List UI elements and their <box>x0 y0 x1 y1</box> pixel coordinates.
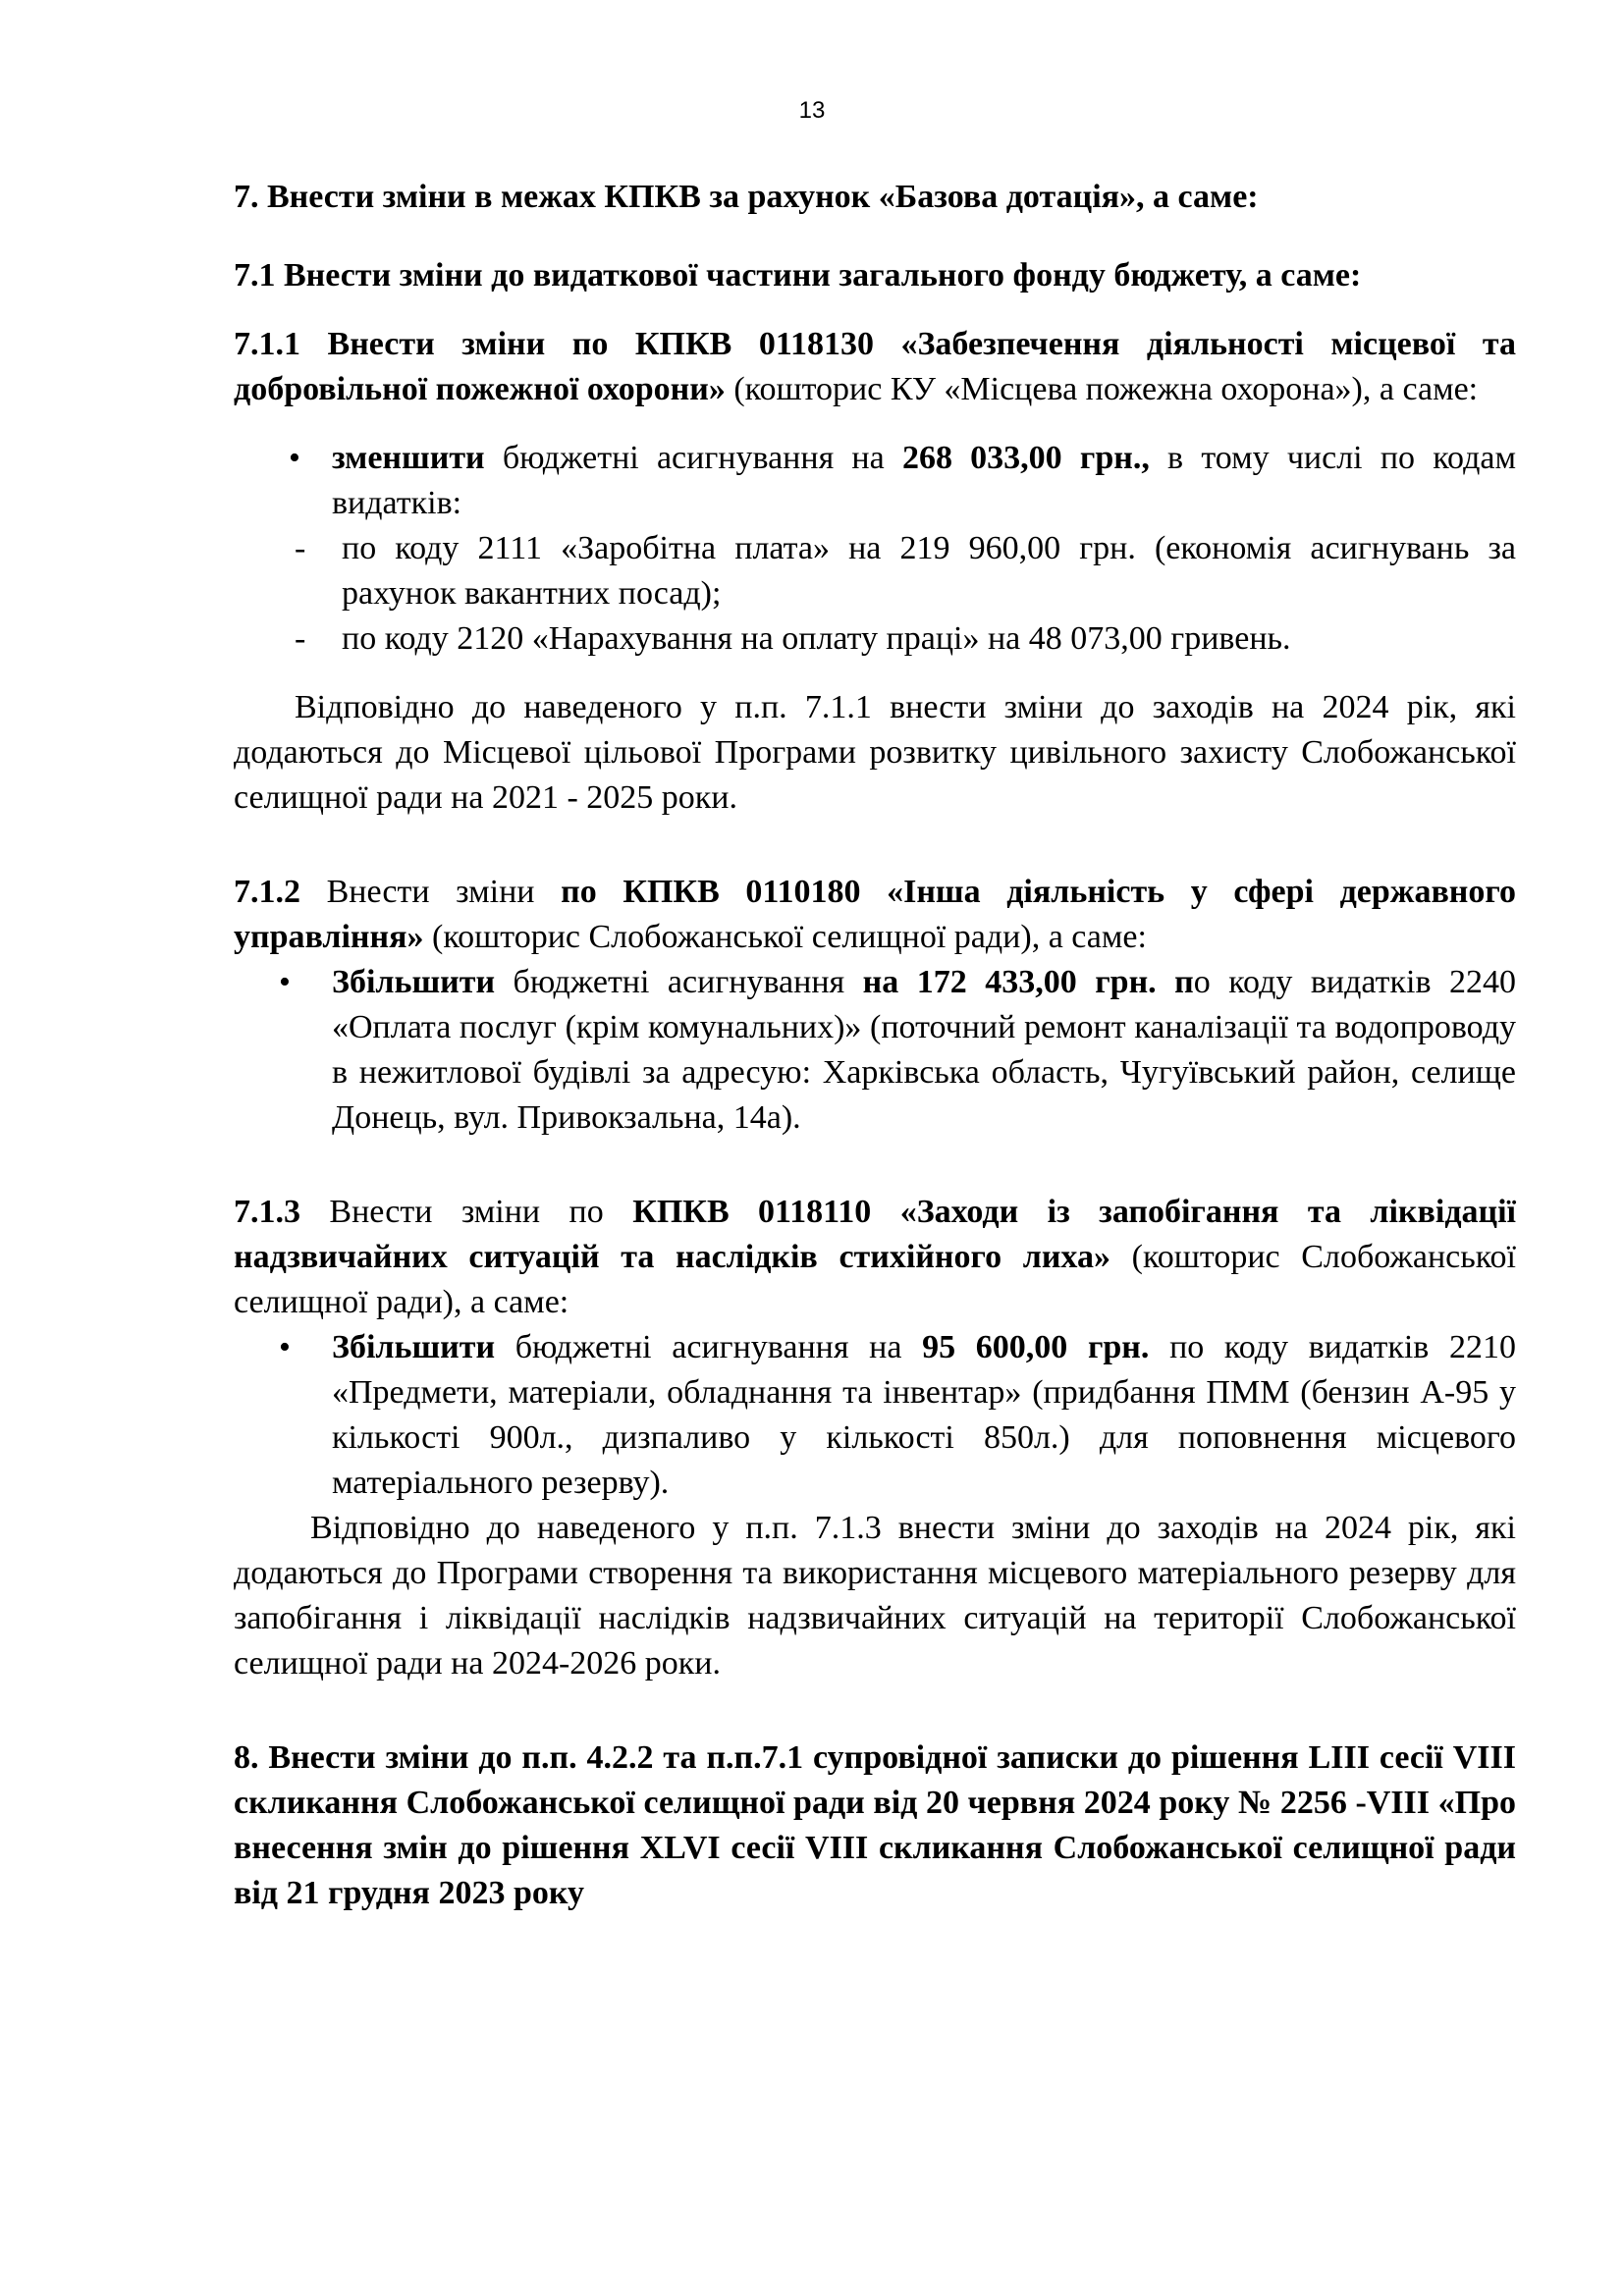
section-7-1-3-number: 7.1.3 <box>234 1194 300 1230</box>
bullet-dot-icon: • <box>279 964 291 1000</box>
section-8-heading-text: 8. Внести зміни до п.п. 4.2.2 та п.п.7.1 супровідної записки до рішення LIII сесії VIII скликання Слобожанської селищної ради від 20 червня 2024 року № 2256 -VIII «Про внесення змін до рішення XLVI сесії VIII скликання Слобожанської селищної ради від 21 грудня 2023 року <box>234 1739 1516 1911</box>
section-7-1-2-number: 7.1.2 <box>234 874 300 910</box>
page-number: 13 <box>798 97 826 124</box>
dash-marker-icon: - <box>295 620 306 657</box>
section-7-1-1-dash-1 <box>234 526 1516 616</box>
bullet-text-end: о коду видатків 2240 «Оплата послуг (крім комунальних)» (поточний ремонт каналізації та водопроводу в нежитлової будівлі за адресую: Харківська область, Чугуївський район, селище Донець, вул. Привокзальна, 14а). <box>332 964 1516 1136</box>
section-7-1-2-rest: (кошторис Слобожанської селищної ради), а саме: <box>423 919 1147 955</box>
section-7-1-3-bullet <box>234 1325 1516 1506</box>
section-7-1-2-lead: Внести зміни <box>300 874 562 910</box>
section-7-1-2-bullet <box>234 960 1516 1141</box>
dash-1-text: по коду 2111 «Заробітна плата» на 219 960,00 грн. (економія асигнувань за рахунок вакантних посад); <box>342 530 1516 612</box>
bullet-text: бюджетні асигнування на <box>484 440 902 476</box>
section-7-1-3-rest: (кошторис Слобожанської селищної ради), а саме: <box>234 1239 1517 1320</box>
section-7-1-3-note: Відповідно до наведеного у п.п. 7.1.3 внести зміни до заходів на 2024 рік, які додаються до Програми створення та використання місцевого матеріального резерву для запобігання і ліквідації наслідків надзвичайних ситуацій на території Слобожанської селищної ради на 2024-2026 роки. <box>234 1510 1516 1682</box>
section-7-1-3-lead: Внести зміни по <box>300 1194 633 1230</box>
bullet-keyword: Збільшити <box>332 1329 496 1365</box>
dash-marker-icon: - <box>295 530 306 566</box>
section-7-1-3-title: КПКВ 0118110 «Заходи із запобігання та ліквідації надзвичайних ситуацій та наслідків стихійного лиха» <box>234 1194 1517 1275</box>
section-7-1-2-title: по КПКВ 0110180 «Інша діяльність у сфері державного управління» <box>234 874 1516 955</box>
section-7-heading-text: 7. Внести зміни в межах КПКВ за рахунок «Базова дотація», а саме: <box>234 179 1259 215</box>
section-7-heading <box>234 175 1516 220</box>
section-7-1-heading-text: 7.1 Внести зміни до видаткової частини загального фонду бюджету, а саме: <box>234 257 1362 294</box>
section-7-1-3-paragraph <box>234 1190 1516 1325</box>
bullet-text-end: в тому числі по кодам видатків: <box>332 440 1516 521</box>
bullet-dot-icon: • <box>289 440 300 476</box>
bullet-amount: 268 033,00 грн., <box>901 440 1150 476</box>
bullet-text-end: по коду видатків 2210 «Предмети, матеріали, обладнання та інвентар» (придбання ПММ (бензин А-95 у кількості 900л., дизпаливо у кількості 850л.) для поповнення місцевого матеріального резерву). <box>332 1329 1516 1501</box>
section-8-heading <box>234 1735 1516 1916</box>
section-7-1-1-bullet <box>234 436 1516 526</box>
bullet-dot-icon: • <box>279 1329 291 1365</box>
bullet-amount: на 172 433,00 грн. п <box>862 964 1194 1000</box>
section-7-1-2-paragraph <box>234 870 1516 960</box>
bullet-text: бюджетні асигнування на <box>495 1329 923 1365</box>
section-7-1-1-dash-2 <box>234 616 1516 662</box>
document-body <box>234 175 1516 1916</box>
bullet-keyword: зменшити <box>332 440 485 476</box>
section-7-1-heading <box>234 253 1516 298</box>
section-7-1-1-title: Внести зміни по КПКВ 0118130 «Забезпечення діяльності місцевої та добровільної пожежної охорони» <box>234 326 1516 407</box>
bullet-amount: 95 600,00 грн. <box>922 1329 1150 1365</box>
section-7-1-1-paragraph <box>234 322 1516 412</box>
section-7-1-1-number: 7.1.1 <box>234 326 300 362</box>
section-7-1-1-note: Відповідно до наведеного у п.п. 7.1.1 внести зміни до заходів на 2024 рік, які додаються до Місцевої цільової Програми розвитку цивільного захисту Слобожанської селищної ради на 2021 - 2025 роки. <box>234 689 1516 816</box>
section-7-1-1-rest: (кошторис КУ «Місцева пожежна охорона»), а саме: <box>725 371 1479 407</box>
dash-2-text: по коду 2120 «Нарахування на оплату праці» на 48 073,00 гривень. <box>342 620 1291 657</box>
bullet-text: бюджетні асигнування <box>495 964 863 1000</box>
bullet-keyword: Збільшити <box>332 964 496 1000</box>
